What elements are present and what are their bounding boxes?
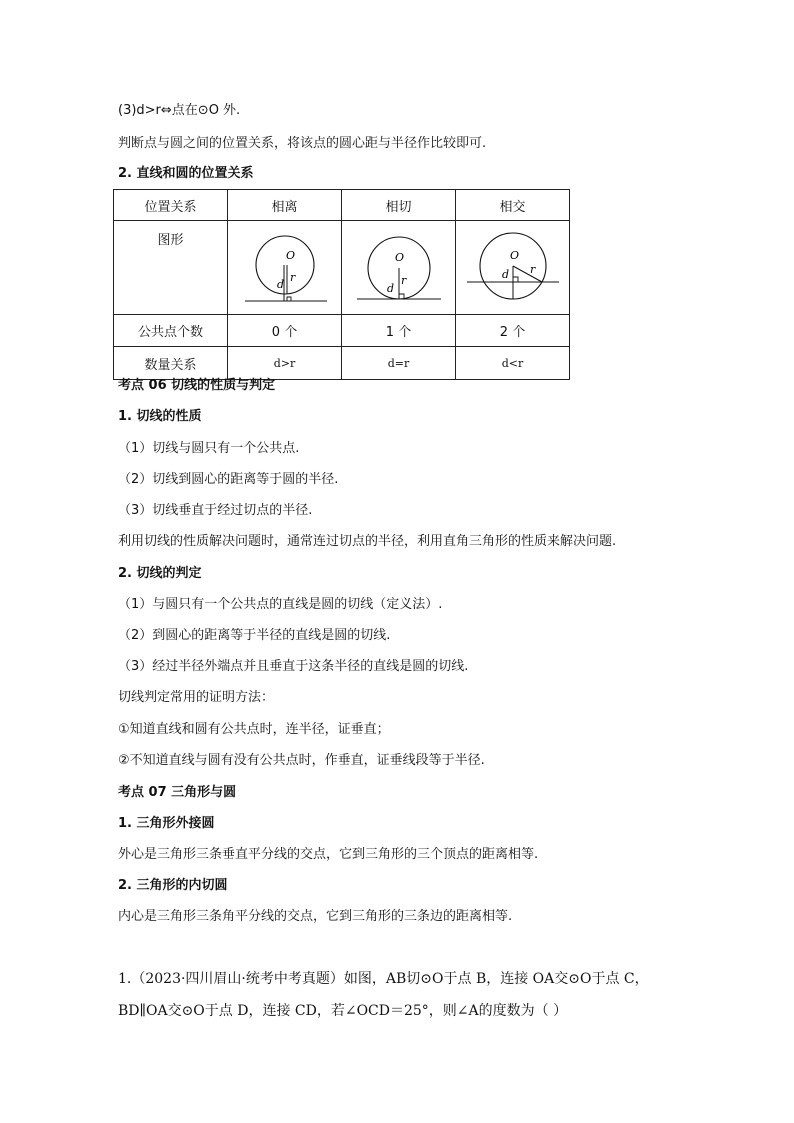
r-label: r [529, 262, 535, 276]
line-circle-relation-table [113, 189, 570, 380]
center-label: O [509, 248, 519, 262]
text-line: （1）切线与圆只有一个公共点. [118, 441, 300, 456]
table-header-cell: 位置关系 [114, 190, 228, 221]
text-line: （3）切线垂直于经过切点的半径. [118, 503, 313, 518]
table-row-label: 公共点个数 [114, 315, 228, 347]
text-line: （3）经过半径外端点并且垂直于这条半径的直线是圆的切线. [118, 659, 469, 674]
table-header-cell: 相交 [456, 190, 570, 221]
table-cell: d>r [228, 347, 342, 380]
radius-segment [513, 266, 542, 282]
text-line: ②不知道直线与圆有没有公共点时，作垂直，证垂线段等于半径. [118, 753, 485, 768]
text-line: （1）与圆只有一个公共点的直线是圆的切线（定义法）. [118, 597, 443, 612]
subsection-heading: 1. 切线的性质 [118, 409, 202, 424]
question-line: 1.（2023·四川眉山·统考中考真题）如图，AB切⊙O于点 B，连接 OA交⊙O于点 C， [118, 971, 649, 987]
question-line: BD∥OA交⊙O于点 D，连接 CD，若∠OCD＝25°，则∠A的度数为（ ） [118, 1003, 568, 1019]
section-heading: 考点 06 切线的性质与判定 [118, 378, 276, 393]
right-angle-mark [513, 277, 518, 282]
figure-intersect [463, 228, 563, 304]
figure-separate-cell [228, 221, 342, 315]
section-heading: 2. 直线和圆的位置关系 [118, 166, 254, 181]
circle-shape [256, 236, 314, 294]
table-cell: 2 个 [456, 315, 570, 347]
table-header-cell: 相离 [228, 190, 342, 221]
section-heading: 考点 07 三角形与圆 [118, 785, 237, 800]
text-line: 内心是三角形三条角平分线的交点，它到三角形的三条边的距离相等. [118, 909, 513, 924]
center-label: O [285, 248, 295, 262]
subsection-heading: 2. 切线的判定 [118, 566, 202, 581]
table-row-label: 图形 [114, 221, 228, 315]
figure-separate [235, 228, 335, 304]
subsection-heading: 2. 三角形的内切圆 [118, 878, 228, 893]
table-cell: 0 个 [228, 315, 342, 347]
table-cell: 1 个 [342, 315, 456, 347]
text-line: 判断点与圆之间的位置关系，将该点的圆心距与半径作比较即可. [118, 136, 487, 151]
d-label: d [501, 267, 509, 281]
table-cell: d=r [342, 347, 456, 380]
table-row-label: 数量关系 [114, 347, 228, 380]
text-line: 利用切线的性质解决问题时，通常连过切点的半径，利用直角三角形的性质来解决问题. [118, 534, 617, 549]
r-label: r [289, 270, 295, 284]
figure-intersect-cell [456, 221, 570, 315]
r-label: r [400, 273, 406, 287]
text-line: ①知道直线和圆有公共点时，连半径，证垂直； [118, 722, 390, 737]
table-cell: d<r [456, 347, 570, 380]
table-header-cell: 相切 [342, 190, 456, 221]
center-label: O [394, 250, 404, 264]
text-line: （2）到圆心的距离等于半径的直线是圆的切线. [118, 628, 391, 643]
text-line: (3)d>r⇔点在⊙O 外. [118, 103, 241, 118]
right-angle-mark [287, 297, 291, 301]
subsection-heading: 1. 三角形外接圆 [118, 816, 215, 831]
figure-tangent [349, 228, 449, 304]
text-line: （2）切线到圆心的距离等于圆的半径. [118, 472, 339, 487]
d-label: d [386, 281, 394, 295]
text-line: 外心是三角形三条垂直平分线的交点，它到三角形的三个顶点的距离相等. [118, 847, 539, 862]
text-line: 切线判定常用的证明方法： [118, 690, 275, 705]
d-label: d [276, 277, 284, 291]
figure-tangent-cell [342, 221, 456, 315]
